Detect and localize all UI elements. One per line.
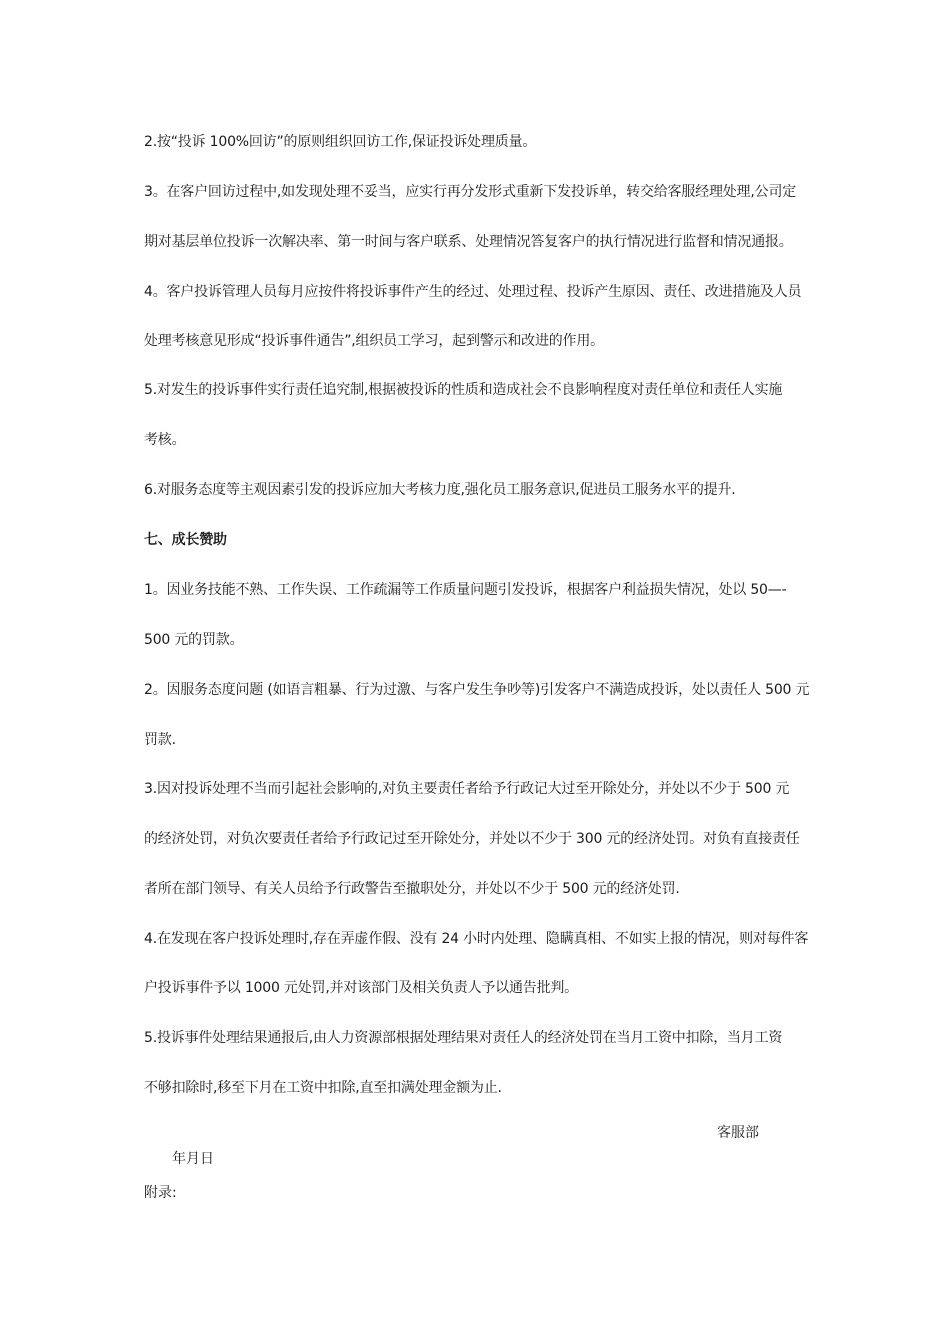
paragraph-line: 6.对服务态度等主观因素引发的投诉应加大考核力度,强化员工服务意识,促进员工服务水平的提升. <box>144 482 736 498</box>
paragraph-line: 4.在发现在客户投诉处理时,存在弄虚作假、没有 24 小时内处理、隐瞒真相、不如实上报的情况，则对每件客 <box>144 931 809 947</box>
section-heading: 七、成长赞助 <box>144 532 227 548</box>
paragraph-line: 罚款. <box>144 732 176 748</box>
paragraph-line: 2。因服务态度问题 (如语言粗暴、行为过激、与客户发生争吵等)引发客户不满造成投诉，处以责任人 500 元 <box>144 682 810 698</box>
paragraph-line: 500 元的罚款。 <box>144 632 244 648</box>
paragraph-line: 者所在部门领导、有关人员给予行政警告至撤职处分，并处以不少于 500 元的经济处罚. <box>144 881 680 897</box>
paragraph-line: 处理考核意见形成“投诉事件通告”,组织员工学习，起到警示和改进的作用。 <box>144 333 604 349</box>
paragraph-line: 3.因对投诉处理不当而引起社会影响的,对负主要责任者给予行政记大过至开除处分，并处以不少于 500 元 <box>144 781 790 797</box>
paragraph-line: 期对基层单位投诉一次解决率、第一时间与客户联系、处理情况答复客户的执行情况进行监督和情况通报。 <box>144 234 793 250</box>
signature-department: 客服部 <box>717 1125 759 1141</box>
paragraph-line: 3。在客户回访过程中,如发现处理不妥当，应实行再分发形式重新下发投诉单，转交给客服经理处理,公司定 <box>144 184 797 200</box>
paragraph-line: 4。客户投诉管理人员每月应按件将投诉事件产生的经过、处理过程、投诉产生原因、责任、改进措施及人员 <box>144 284 802 300</box>
paragraph-line: 考核。 <box>144 432 186 448</box>
paragraph-line: 5.对发生的投诉事件实行责任追究制,根据被投诉的性质和造成社会不良影响程度对责任单位和责任人实施 <box>144 382 783 398</box>
paragraph-line: 户投诉事件予以 1000 元处罚,并对该部门及相关负责人予以通告批判。 <box>144 980 578 996</box>
paragraph-line: 不够扣除时,移至下月在工资中扣除,直至扣满处理金额为止. <box>144 1080 502 1096</box>
signature-date: 年月日 <box>172 1151 214 1167</box>
paragraph-line: 2.按“投诉 100%回访”的原则组织回访工作,保证投诉处理质量。 <box>144 134 537 150</box>
paragraph-line: 5.投诉事件处理结果通报后,由人力资源部根据处理结果对责任人的经济处罚在当月工资中扣除，当月工资 <box>144 1030 783 1046</box>
paragraph-line: 的经济处罚，对负次要责任者给予行政记过至开除处分，并处以不少于 300 元的经济处罚。对负有直接责任 <box>144 831 800 847</box>
paragraph-line: 1。因业务技能不熟、工作失误、工作疏漏等工作质量问题引发投诉，根据客户利益损失情况，处以 50—- <box>144 582 787 598</box>
appendix-label: 附录: <box>144 1185 177 1201</box>
